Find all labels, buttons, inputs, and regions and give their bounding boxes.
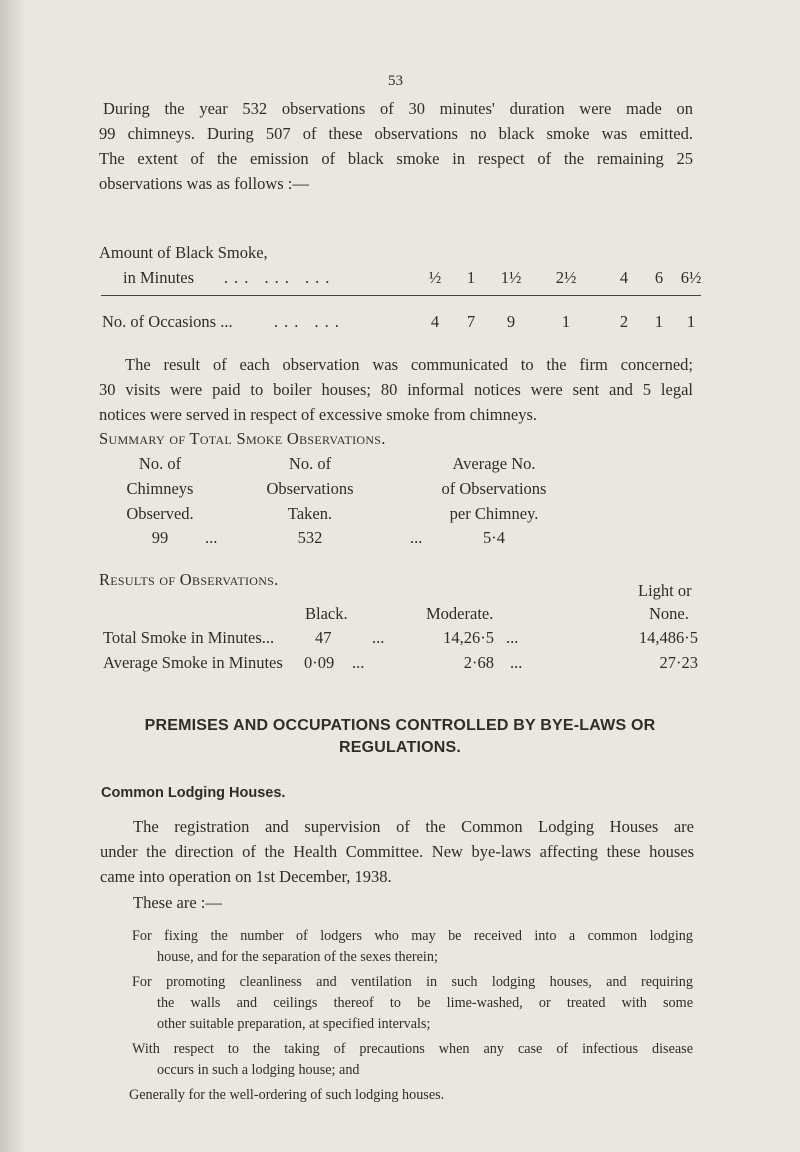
- bylaw-line: For fixing the number of lodgers who may be received into a common lodging: [132, 928, 693, 944]
- summary-col1-line: Chimneys: [126, 479, 194, 498]
- summary-chimneys-value: 99: [151, 528, 169, 547]
- paragraph-line: The extent of the emission of black smoke in respect of the remaining 25: [99, 149, 693, 168]
- table-rule: [101, 295, 701, 296]
- results-header-light-line1: Light or: [638, 581, 692, 600]
- result-paragraph: [99, 352, 693, 427]
- summary-col3-line: Average No.: [452, 454, 536, 473]
- amount-label-line2: in Minutes: [123, 268, 195, 287]
- intro-paragraph: [99, 96, 693, 196]
- lodging-paragraph: [100, 814, 694, 889]
- bylaw-line: For promoting cleanliness and ventilation in such lodging houses, and requiring: [132, 974, 693, 990]
- bylaw-line: occurs in such a lodging house; and: [157, 1062, 360, 1078]
- results-cell-light: 14,486·5: [638, 628, 698, 647]
- summary-col2-line: No. of: [288, 454, 332, 473]
- results-cell-light: 27·23: [659, 653, 698, 672]
- paragraph-line: During the year 532 observations of 30 minutes' duration were made on: [103, 99, 693, 118]
- summary-col1-line: Observed.: [126, 504, 194, 523]
- occasions-cell: 7: [466, 312, 476, 331]
- bylaw-item: [129, 1085, 693, 1106]
- paragraph-line: The result of each observation was communicated to the firm concerned;: [125, 355, 693, 374]
- subheading: Common Lodging Houses.: [101, 785, 286, 801]
- summary-dots: ...: [205, 528, 218, 547]
- results-cell-black: 0·09: [304, 653, 335, 672]
- summary-col1-line: No. of: [138, 454, 182, 473]
- summary-col2-line: Taken.: [287, 504, 333, 523]
- paragraph-line: The registration and supervision of the Common Lodging Houses are: [133, 817, 694, 836]
- minutes-cell: 4: [619, 268, 629, 287]
- paragraph-line: under the direction of the Health Committee. New bye-laws affecting these houses: [100, 842, 694, 861]
- minutes-cell: 6½: [680, 268, 702, 287]
- summary-title: Summary of Total Smoke Observations.: [99, 429, 386, 448]
- results-dots: ...: [510, 653, 523, 672]
- paragraph-line: notices were served in respect of excessive smoke from chimneys.: [99, 405, 538, 424]
- results-dots: ...: [506, 628, 519, 647]
- paragraph-line: 30 visits were paid to boiler houses; 80 informal notices were sent and 5 legal: [99, 380, 693, 399]
- bylaw-line: Generally for the well-ordering of such lodging houses.: [129, 1087, 445, 1103]
- paragraph-line: observations was as follows :—: [99, 174, 309, 193]
- results-cell-black: 47: [315, 628, 332, 647]
- occasions-cell: 4: [430, 312, 440, 331]
- bylaws-list: [129, 926, 693, 1106]
- these-are-line: These are :—: [133, 893, 222, 912]
- summary-col2-line: Observations: [266, 479, 354, 498]
- results-header-black: Black.: [305, 604, 348, 623]
- occasions-label: No. of Occasions ...: [102, 312, 233, 331]
- amount-label-dots: ... ... ...: [224, 268, 336, 287]
- bylaw-line: house, and for the separation of the sexes therein;: [157, 949, 438, 965]
- bylaw-line: With respect to the taking of precautions when any case of infectious disease: [132, 1041, 693, 1057]
- bylaw-item: [132, 972, 693, 1035]
- summary-observations-value: 532: [297, 528, 323, 547]
- section-heading-line2: REGULATIONS.: [338, 739, 462, 756]
- page-number: 53: [388, 73, 403, 89]
- occasions-cell: 1: [561, 312, 571, 331]
- results-row-label: Total Smoke in Minutes...: [103, 628, 275, 647]
- paragraph-line: 99 chimneys. During 507 of these observations no black smoke was emitted.: [99, 124, 693, 143]
- summary-dots: ...: [410, 528, 423, 547]
- results-dots: ...: [352, 653, 365, 672]
- results-cell-moderate: 14,26·5: [443, 628, 494, 647]
- bylaw-item: [132, 1039, 693, 1081]
- bylaw-line: the walls and ceilings thereof to be lime-washed, or treated with some: [157, 995, 693, 1011]
- minutes-cell: 1½: [500, 268, 522, 287]
- occasions-dots: ... ...: [274, 312, 345, 331]
- minutes-cell: 6: [654, 268, 664, 287]
- results-row-label: Average Smoke in Minutes: [103, 653, 283, 672]
- occasions-cell: 9: [506, 312, 516, 331]
- results-title: Results of Observations.: [99, 570, 279, 589]
- summary-average-value: 5·4: [483, 528, 505, 547]
- summary-col3-line: of Observations: [441, 479, 547, 498]
- results-header-light-line2: None.: [649, 604, 689, 623]
- results-header-moderate: Moderate.: [426, 604, 494, 623]
- minutes-cell: ½: [428, 268, 442, 287]
- occasions-cell: 1: [686, 312, 696, 331]
- paragraph-line: came into operation on 1st December, 1938.: [100, 867, 392, 886]
- section-heading-line1: PREMISES AND OCCUPATIONS CONTROLLED BY BYE-LAWS OR: [144, 717, 656, 734]
- summary-col3-line: per Chimney.: [449, 504, 539, 523]
- minutes-cell: 2½: [555, 268, 577, 287]
- bylaw-item: [132, 926, 693, 968]
- bylaw-line: other suitable preparation, at specified intervals;: [157, 1016, 431, 1032]
- minutes-cell: 1: [466, 268, 476, 287]
- amount-label-line1: Amount of Black Smoke,: [99, 243, 268, 262]
- occasions-cell: 2: [619, 312, 629, 331]
- occasions-cell: 1: [654, 312, 664, 331]
- results-cell-moderate: 2·68: [463, 653, 494, 672]
- binding-edge: [0, 0, 26, 1152]
- results-dots: ...: [372, 628, 385, 647]
